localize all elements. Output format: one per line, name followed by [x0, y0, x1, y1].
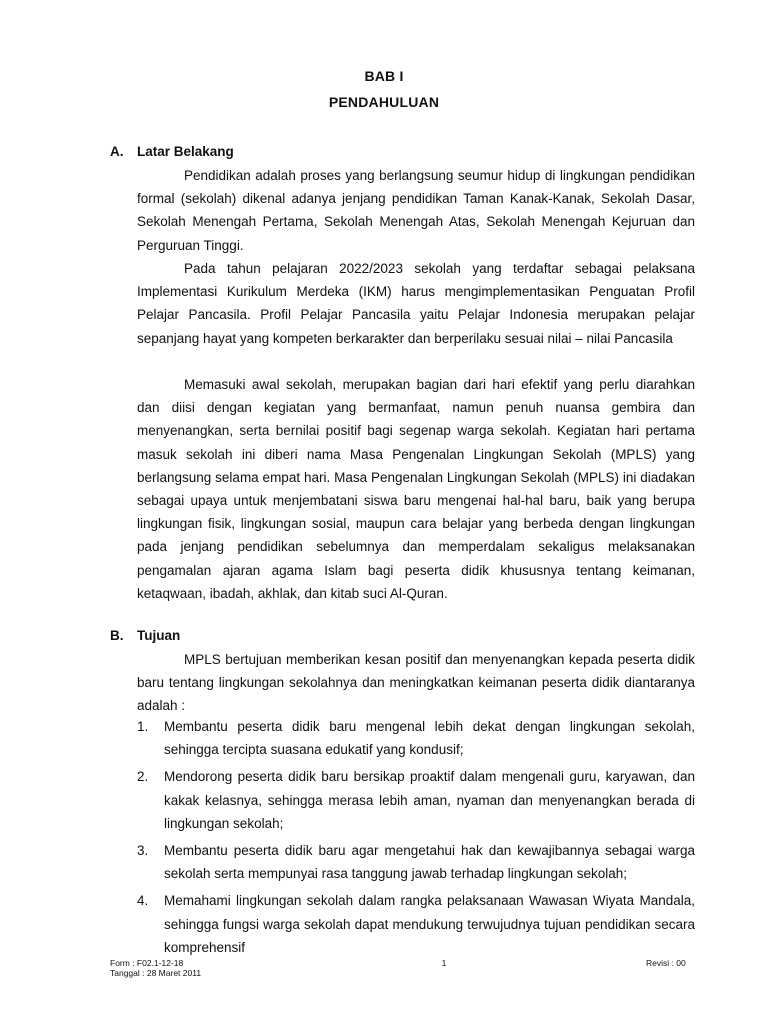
footer-form: Form : F02.1-12-18: [110, 958, 184, 968]
paragraph: Pendidikan adalah proses yang berlangsung seumur hidup di lingkungan pendidikan formal (sekolah) dikenal adanya jenjang pendidikan Taman Kanak-Kanak, Sekolah Dasar, Sekolah Menengah Pertama, Sekolah Menengah Atas, Sekolah Menengah Kejuruan dan Perguruan Tinggi.: [137, 168, 695, 253]
objectives-list: [137, 715, 695, 963]
paragraph: Memasuki awal sekolah, merupakan bagian dari hari efektif yang perlu diarahkan dan diisi dengan kegiatan yang bermanfaat, namun penuh nuansa gembira dan menyenangkan, serta bernilai positif bagi segenap warga sekolah. Kegiatan hari pertama masuk sekolah ini diberi nama Masa Pengenalan Lingkungan Sekolah (MPLS) yang berlangsung selama empat hari. Masa Pengenalan Lingkungan Sekolah (MPLS) ini diadakan sebagai upaya untuk menjembatani siswa baru mengenai hal-hal baru, baik yang berupa lingkungan fisik, lingkungan sosial, maupun cara belajar yang berbeda dengan lingkungan pada jenjang pendidikan sebelumnya dan memperdalam sekaligus melaksanakan pengamalan ajaran agama Islam bagi peserta didik khususnya tentang keimanan, ketaqwaan, ibadah, akhlak, dan kitab suci Al-Quran.: [137, 377, 695, 601]
chapter-title: PENDAHULUAN: [328, 94, 440, 110]
list-text: Memahami lingkungan sekolah dalam rangka pelaksanaan Wawasan Wiyata Mandala, sehingga fungsi warga sekolah dapat mendukung terwujudnya tujuan pendidikan secara komprehensif: [164, 893, 695, 955]
section-heading-tujuan: [110, 628, 180, 643]
list-number: 4.: [137, 893, 149, 909]
chapter-number: BAB I: [364, 68, 404, 84]
section-title: Tujuan: [137, 628, 181, 643]
list-text: Membantu peserta didik baru agar mengetahui hak dan kewajibannya sebagai warga sekolah serta mempunyai rasa tanggung jawab terhadap lingkungan sekolah;: [164, 843, 695, 882]
list-item: [137, 765, 695, 835]
list-text: Membantu peserta didik baru mengenal lebih dekat dengan lingkungan sekolah, sehingga tercipta suasana edukatif yang kondusif;: [164, 719, 695, 758]
footer-date: Tanggal : 28 Maret 2011: [110, 968, 202, 978]
list-number: 2.: [137, 769, 149, 785]
list-item: [137, 715, 695, 761]
list-number: 1.: [137, 719, 149, 734]
paragraph: MPLS bertujuan memberikan kesan positif dan menyenangkan kepada peserta didik baru tentang lingkungan sekolahnya dan meningkatkan keimanan peserta didik diantaranya adalah :: [137, 652, 695, 714]
list-text: Mendorong peserta didik baru bersikap proaktif dalam mengenali guru, karyawan, dan kakak kelasnya, sehingga merasa lebih aman, nyaman dan menyenangkan berada di lingkungan sekolah;: [164, 769, 695, 831]
list-item: [137, 839, 695, 885]
list-number: 3.: [137, 843, 149, 859]
footer-revision: Revisi : 00: [646, 958, 686, 968]
paragraph: Pada tahun pelajaran 2022/2023 sekolah yang terdaftar sebagai pelaksana Implementasi Kurikulum Merdeka (IKM) harus mengimplementasikan Penguatan Profil Pelajar Pancasila. Profil Pelajar Pancasila yaitu Pelajar Indonesia merupakan pelajar sepanjang hayat yang kompeten berkarakter dan berperilaku sesuai nilai – nilai Pancasila: [137, 261, 695, 346]
section-heading-latar-belakang: [110, 144, 234, 159]
section-letter: A.: [110, 144, 124, 159]
page-number: 1: [441, 958, 447, 968]
section-title: Latar Belakang: [137, 144, 234, 159]
section-letter: B.: [110, 628, 124, 643]
list-item: [137, 889, 695, 959]
